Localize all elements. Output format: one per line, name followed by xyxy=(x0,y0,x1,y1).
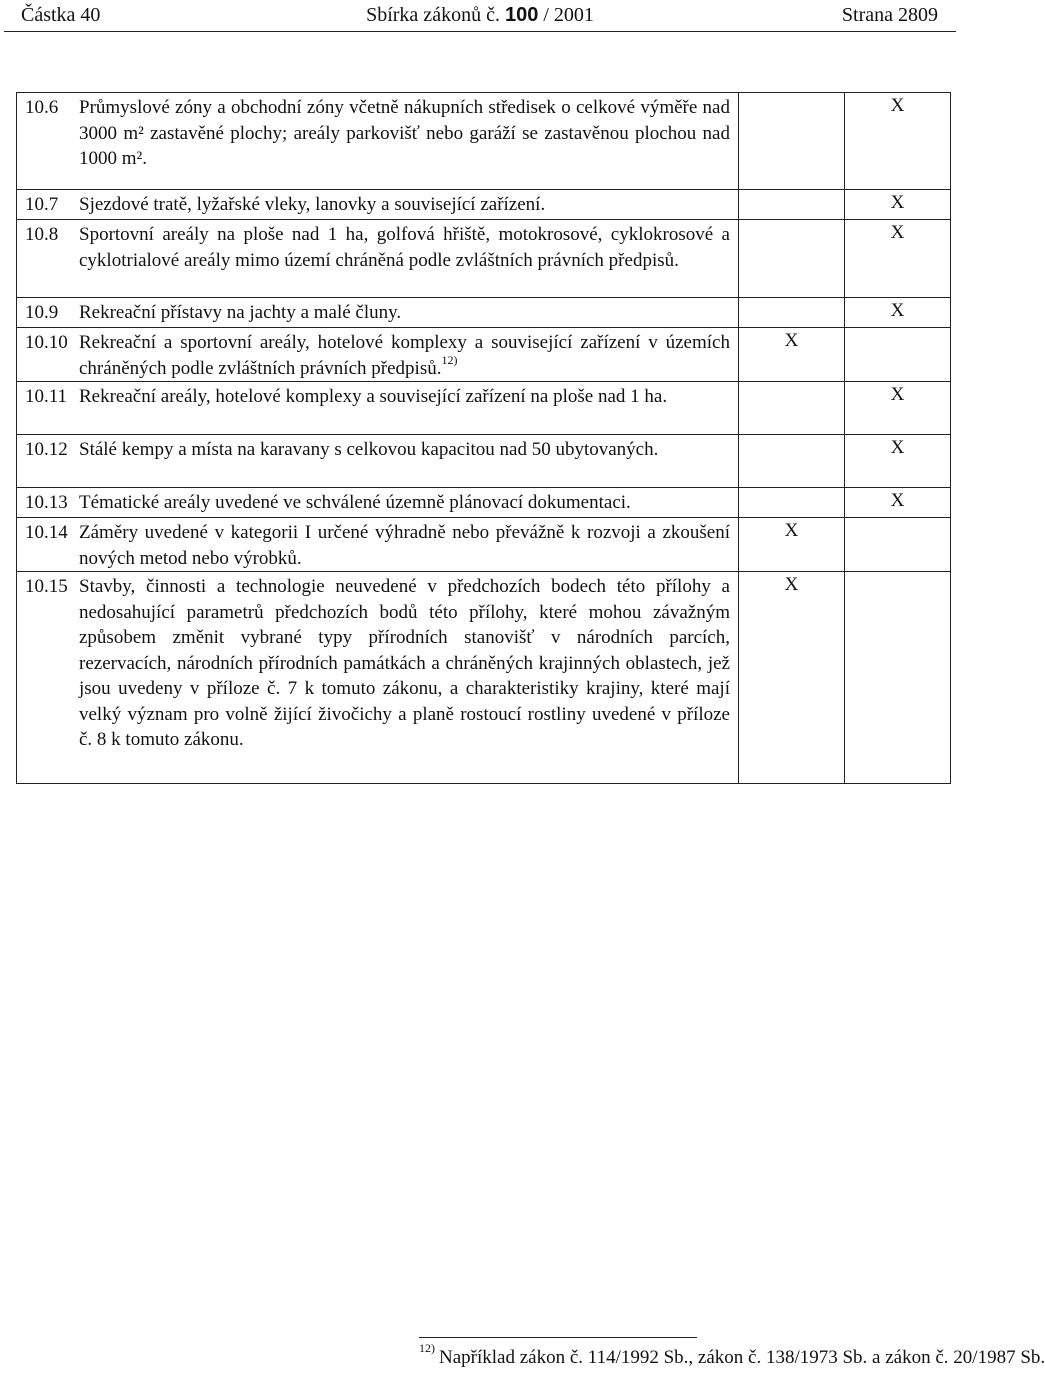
item-cell xyxy=(17,298,739,328)
mark-column-b: X xyxy=(845,382,951,435)
item-cell xyxy=(17,572,739,784)
mark-column-a xyxy=(739,382,845,435)
item-code: 10.7 xyxy=(25,194,59,215)
item-text-body: Stavby, činnosti a technologie neuvedené v předchozích bodech této přílohy a nedosahující parametrů předchozích bodů této přílohy, které mohou závažným způsobem změnit vybrané typy přírodních stanovišť v národních parcích, rezervacích, národních přírodních památkách a chráněných krajinných oblastech, jež jsou uvedeny v příloze č. 7 k tomuto zákonu, a charakteristiky krajiny, které mají velký význam pro volně žijící živočichy a planě rostoucí rostliny uvedené v příloze č. 8 k tomuto zákonu. xyxy=(79,576,730,750)
item-text-body: Průmyslové zóny a obchodní zóny včetně nákupních středisek o celkové výměře nad 3000 m² zastavěné plochy; areály parkovišť nebo garáží se zastavěnou plochou nad 1000 m². xyxy=(79,97,730,169)
item-cell xyxy=(17,328,739,382)
item-text-body: Rekreační a sportovní areály, hotelové komplexy a související zařízení v územích chráněných podle zvláštních právních předpisů. xyxy=(79,332,730,379)
table-row xyxy=(17,298,951,328)
item-cell xyxy=(17,190,739,220)
item-code: 10.9 xyxy=(25,302,59,323)
item-code: 10.8 xyxy=(25,224,59,245)
item xyxy=(17,220,738,273)
collection-title xyxy=(0,4,960,27)
item-text xyxy=(79,95,730,172)
mark-column-a xyxy=(739,93,845,190)
item-cell xyxy=(17,382,739,435)
item-text xyxy=(79,437,730,463)
item-text-body: Sportovní areály na ploše nad 1 ha, golfová hřiště, motokrosové, cyklokrosové a cyklotrialové areály mimo území chráněná podle zvláštních právních předpisů. xyxy=(79,224,730,271)
mark-column-a xyxy=(739,220,845,298)
mark-column-b xyxy=(845,518,951,572)
item-text xyxy=(79,520,730,571)
mark-column-b xyxy=(845,572,951,784)
item-cell xyxy=(17,435,739,488)
item xyxy=(17,572,738,753)
mark-column-b: X xyxy=(845,435,951,488)
mark-column-b: X xyxy=(845,220,951,298)
item-text xyxy=(79,574,730,753)
table-row xyxy=(17,518,951,572)
footnote xyxy=(419,1340,1045,1369)
item-cell xyxy=(17,518,739,572)
footnote-marker: 12) xyxy=(419,1340,435,1355)
table-row xyxy=(17,220,951,298)
item-code: 10.6 xyxy=(25,97,59,118)
item xyxy=(17,488,738,516)
project-categories-table xyxy=(16,92,951,784)
item-code: 10.13 xyxy=(25,492,68,513)
item xyxy=(17,518,738,571)
item-code: 10.11 xyxy=(25,386,68,407)
collection-number: 100 xyxy=(504,4,539,26)
item-text xyxy=(79,192,730,218)
mark-column-b xyxy=(845,328,951,382)
footnote-divider xyxy=(419,1337,697,1338)
table-row xyxy=(17,572,951,784)
mark-column-a: X xyxy=(739,328,845,382)
table-row xyxy=(17,93,951,190)
header-divider xyxy=(4,31,956,32)
mark-column-b: X xyxy=(845,488,951,518)
item-text xyxy=(79,384,730,410)
table-row xyxy=(17,382,951,435)
table-row xyxy=(17,328,951,382)
item xyxy=(17,328,738,381)
item-text-body: Záměry uvedené v kategorii I určené výhradně nebo převážně k rozvoji a zkoušení nových metod nebo výrobků. xyxy=(79,522,730,569)
mark-column-b: X xyxy=(845,190,951,220)
table-body xyxy=(17,93,951,784)
item-text-body: Tématické areály uvedené ve schválené územně plánovací dokumentaci. xyxy=(79,492,631,513)
collection-title-prefix: Sbírka zákonů č. xyxy=(366,4,500,26)
item-text xyxy=(79,330,730,381)
mark-column-a: X xyxy=(739,572,845,784)
item-text-body: Sjezdové tratě, lyžařské vleky, lanovky a související zařízení. xyxy=(79,194,546,215)
collection-year: / 2001 xyxy=(543,4,594,26)
mark-column-a xyxy=(739,435,845,488)
mark-column-a xyxy=(739,488,845,518)
item-text-body: Stálé kempy a místa na karavany s celkovou kapacitou nad 50 ubytovaných. xyxy=(79,439,659,460)
item xyxy=(17,190,738,218)
item xyxy=(17,435,738,463)
item-code: 10.14 xyxy=(25,522,68,543)
page-number: Strana 2809 xyxy=(841,4,938,26)
item-text-body: Rekreační přístavy na jachty a malé čluny. xyxy=(79,302,402,323)
mark-column-a xyxy=(739,298,845,328)
table-row xyxy=(17,488,951,518)
footnote-text: Například zákon č. 114/1992 Sb., zákon č. 138/1973 Sb. a zákon č. 20/1987 Sb. xyxy=(439,1347,1045,1368)
item-code: 10.10 xyxy=(25,332,68,353)
item-text-body: Rekreační areály, hotelové komplexy a související zařízení na ploše nad 1 ha. xyxy=(79,386,668,407)
mark-column-b: X xyxy=(845,298,951,328)
item xyxy=(17,298,738,326)
table-row xyxy=(17,190,951,220)
table-row xyxy=(17,435,951,488)
item-text xyxy=(79,222,730,273)
item-cell xyxy=(17,93,739,190)
item-code: 10.12 xyxy=(25,439,68,460)
item-text xyxy=(79,300,730,326)
item-code: 10.15 xyxy=(25,576,68,597)
item xyxy=(17,382,738,410)
footnote-reference: 12) xyxy=(441,353,458,368)
mark-column-b: X xyxy=(845,93,951,190)
mark-column-a: X xyxy=(739,518,845,572)
item-cell xyxy=(17,220,739,298)
page-header xyxy=(0,0,960,32)
item xyxy=(17,93,738,172)
item-text xyxy=(79,490,730,516)
issue-part: Částka 40 xyxy=(21,4,101,26)
mark-column-a xyxy=(739,190,845,220)
item-cell xyxy=(17,488,739,518)
